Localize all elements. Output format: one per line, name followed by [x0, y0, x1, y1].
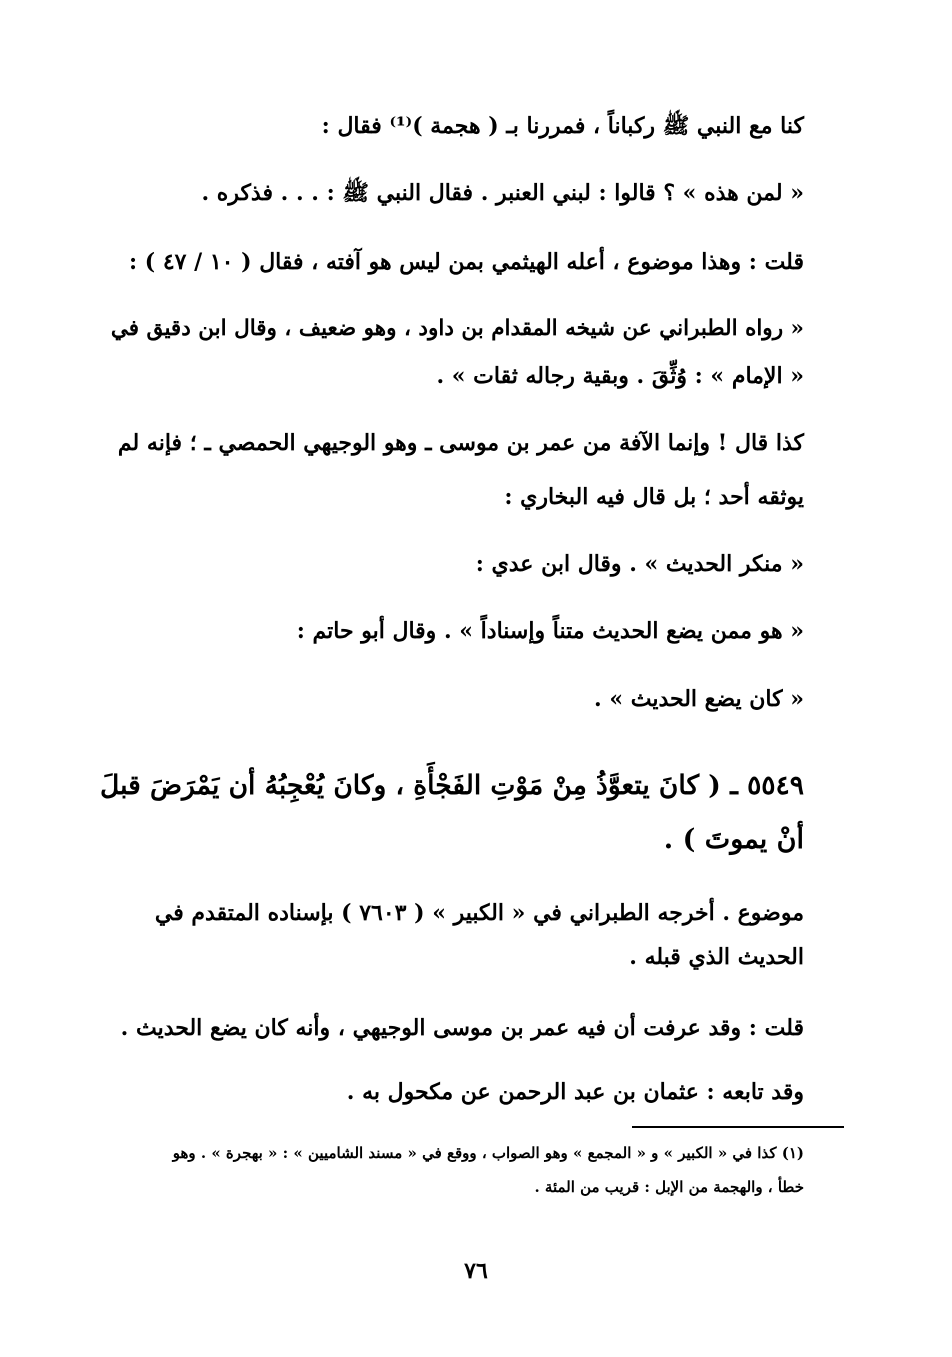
text-line: كنا مع النبي ﷺ ركباناً ، فمررنا بـ ( هجمة )⁽¹⁾ فقال : [321, 113, 804, 139]
text-line: موضوع . أخرجه الطبراني في « الكبير » ( ٧٦٠٣ ) بإسناده المتقدم في [154, 900, 804, 926]
text-line: « هو ممن يضع الحديث متناً وإسناداً » . وقال أبو حاتم : [296, 618, 804, 644]
page-number: ٧٦ [464, 1258, 488, 1284]
text-line: قلت : وهذا موضوع ، أعله الهيثمي بمن ليس هو آفته ، فقال ( ١٠ / ٤٧ ) : [128, 249, 804, 275]
text-line: « الإمام » : وُثِّقَ . وبقية رجاله ثقات » . [436, 363, 804, 389]
footnote-line: خطأ ، والهجمة من الإبل : قريب من المئة . [534, 1178, 804, 1196]
hadith-text: أنْ يموتَ ) . [663, 824, 804, 855]
text-line: الحديث الذي قبله . [629, 944, 804, 970]
footnote-divider [632, 1126, 844, 1128]
text-line: « كان يضع الحديث » . [594, 686, 804, 712]
hadith-text: ٥٥٤٩ ـ ( كانَ يتعوَّذُ مِنْ مَوْتِ الفَجْأَةِ ، وكانَ يُعْجِبُهُ أن يَمْرَضَ قبلَ [100, 770, 804, 801]
text-line: كذا قال ! وإنما الآفة من عمر بن موسى ـ وهو الوجيهي الحمصي ـ ؛ فإنه لم [117, 430, 804, 456]
text-line: يوثقه أحد ؛ بل قال فيه البخاري : [504, 484, 804, 510]
text-line: « لمن هذه » ؟ قالوا : لبني العنبر . فقال النبي ﷺ : . . . فذكره . [201, 180, 804, 206]
footnote-line: (١) كذا في « الكبير » و « المجمع » وهو الصواب ، ووقع في « مسند الشاميين » : « بهجرة » . وهو [172, 1144, 804, 1162]
text-line: « رواه الطبراني عن شيخه المقدام بن داود ، وهو ضعيف ، وقال ابن دقيق في [110, 316, 804, 341]
text-line: « منكر الحديث » . وقال ابن عدي : [475, 551, 804, 577]
text-line: وقد تابعه : عثمان بن عبد الرحمن عن مكحول به . [346, 1079, 804, 1105]
text-line: قلت : وقد عرفت أن فيه عمر بن موسى الوجيهي ، وأنه كان يضع الحديث . [120, 1015, 804, 1041]
